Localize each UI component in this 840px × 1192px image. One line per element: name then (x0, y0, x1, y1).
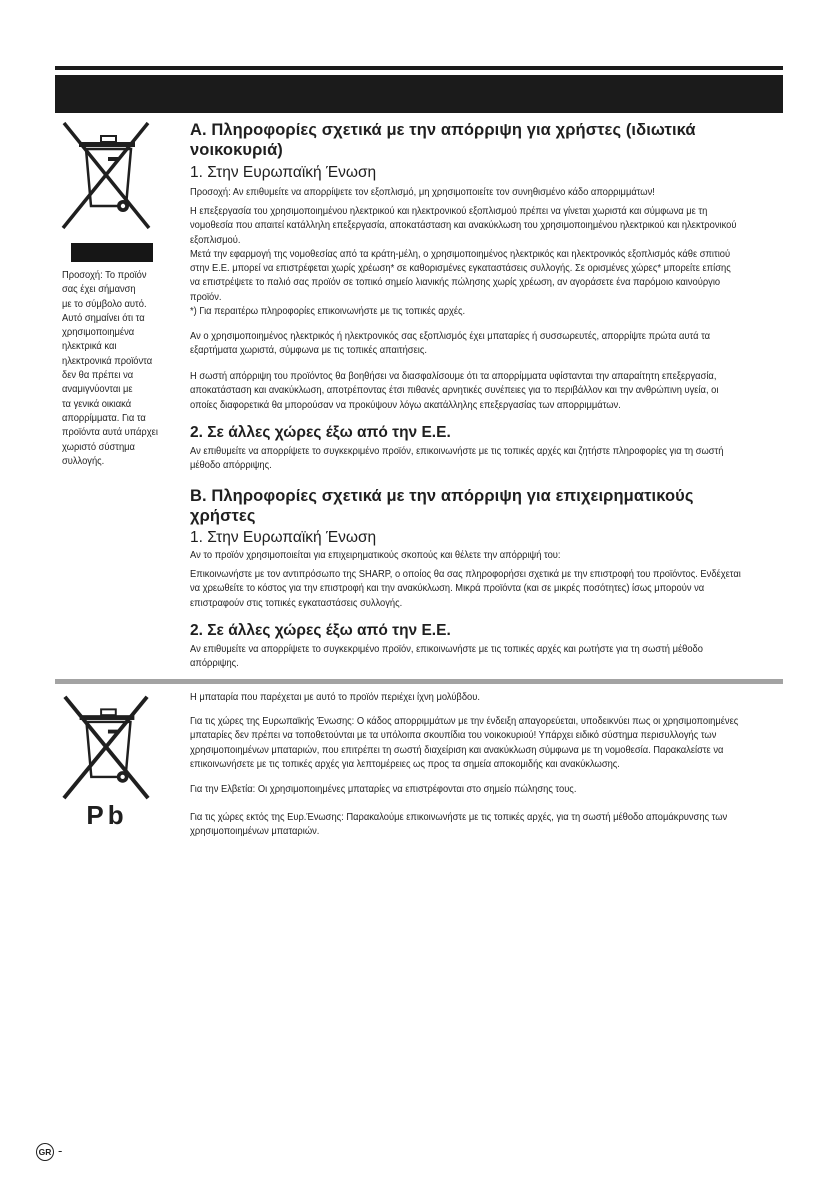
text-line: Αν ο χρησιμοποιημένος ηλεκτρικός ή ηλεκτρονικός σας εξοπλισμός έχει μπαταρίες ή συσσωρευτές, απορρίψτε πρώτα αυτά τα (190, 331, 711, 342)
paragraph (190, 715, 783, 772)
text-line: Η σωστή απόρριψη του προϊόντος θα βοηθήσει να διασφαλίσουμε ότι τα απορρίμματα υφίστανται την απαραίτητη επεξεργασία, (190, 371, 717, 382)
text-line: μπαταρίες δεν πρέπει να τοποθετούνται με τα υπόλοιπα σκουπίδια του νοικοκυριού! Υπάρχει ειδικό σύστημα περισυλλογής των (190, 730, 717, 742)
text-line: συλλογής. (62, 455, 105, 467)
paragraph (190, 205, 783, 319)
text-line: απορρίμματα. Για τα (62, 412, 146, 424)
text-line: Αυτό σημαίνει ότι τα (62, 312, 145, 324)
paragraph (190, 783, 783, 797)
text-line: Για τις χώρες της Ευρωπαϊκής Ένωσης: Ο κάδος απορριμμάτων με την ένδειξη απαγορεύεται, υποδεικνύει πως οι χρησιμοποιημένες (190, 716, 739, 727)
text-line: Μετά την εφαρμογή της νομοθεσίας από τα κράτη-μέλη, ο χρησιμοποιημένος ηλεκτρικός και ηλεκτρονικός εξοπλισμός κάθε σπιτιού (190, 248, 731, 260)
text-line: *) Για περαιτέρω πληροφορίες επικοινωνήστε με τις τοπικές αρχές. (190, 306, 466, 318)
page-number: - (58, 1143, 63, 1158)
crossed-out-wheelie-bin-pb-icon (61, 692, 151, 802)
text-line: Προσοχή: Αν επιθυμείτε να απορρίψετε τον εξοπλισμό, μη χρησιμοποιείτε τον συνηθισμένο κάδο απορριμμάτων! (190, 187, 655, 198)
text-line: Αν το προϊόν χρησιμοποιείται για επιχειρηματικούς σκοπούς και θέλετε την απόρριψή του: (190, 550, 561, 561)
section-a-title (190, 120, 783, 160)
text-line: επιστραφούν στις τοπικές εγκαταστάσεις συλλογής. (190, 597, 403, 609)
text-line: Η μπαταρία που παρέχεται με αυτό το προϊόν περιέχει ίχνη μολύβδου. (190, 692, 480, 703)
text-line: στην Ε.Ε. μπορεί να επιστρέφεται χωρίς χρέωση* σε καθορισμένες εγκαταστάσεις συλλογής. Σε ορισμένες χώρες* μπορείτε επίσης (190, 263, 731, 275)
paragraph (190, 549, 783, 563)
text-line: Για τις χώρες εκτός της Ευρ.Ένωσης: Παρακαλούμε επικοινωνήστε με τις τοπικές αρχές, για τη σωστή μέθοδο απομάκρυνσης των (190, 812, 728, 823)
text-line: προϊόντα αυτά υπάρχει (62, 427, 158, 439)
paragraph (190, 568, 783, 611)
text-line: χρησιμοποιημένων μπαταριών, που επιτρέπει τη σωστή διαχείριση και ανακύκλωση σύμφωνα με τη νομοθεσία. Παρακαλείστε να (190, 744, 724, 756)
paragraph (190, 330, 783, 359)
title-line: νοικοκυριά) (190, 141, 283, 159)
sidebar-note (62, 269, 162, 469)
date-label-bar (71, 243, 153, 262)
title-line: χρήστες (190, 507, 256, 525)
text-line: Αν επιθυμείτε να απορρίψετε το συγκεκριμένο προϊόν, επικοινωνήστε με τις τοπικές αρχές και ζητήστε πληροφορίες για τη σωστή (190, 446, 724, 457)
paragraph (190, 691, 783, 705)
text-line: εξαρτήματα χωριστά, σύμφωνα με τις τοπικές απαιτήσεις. (190, 345, 427, 357)
paragraph (190, 445, 783, 474)
text-line: χρησιμοποιημένα (62, 327, 135, 339)
section-a-non-eu-heading: 2. Σε άλλες χώρες έξω από την Ε.Ε. (190, 424, 451, 441)
text-line: οποίες διαφορετικά θα μπορούσαν να προκύψουν λόγω ακατάλληλης επεξεργασίας των απορριμμάτων. (190, 399, 621, 411)
text-line: προϊόν. (190, 291, 222, 303)
title-line: A. Πληροφορίες σχετικά με την απόρριψη για χρήστες (ιδιωτικά (190, 121, 696, 139)
text-line: με το σύμβολο αυτό. (62, 298, 147, 310)
crossed-out-wheelie-bin-icon (60, 118, 152, 232)
text-line: αναμιγνύονται με (62, 384, 133, 396)
text-line: αποκατάσταση και ανακύκλωση, αποτρέποντας έτσι πιθανές αρνητικές συνέπειες για το περιβάλλον και την ανθρώπινη υγεία, οι (190, 385, 719, 397)
text-line: επικοινωνήσετε με τις τοπικές αρχές για λεπτομέρειες ως προς τα σημεία αποκομιδής και ανακύκλωσης. (190, 758, 620, 770)
title-line: B. Πληροφορίες σχετικά με την απόρριψη για επιχειρηματικούς (190, 487, 694, 505)
text-line: να επιστρέψετε το παλιό σας προϊόν σε τοπικό σημείο λιανικής πώλησης χωρίς χρέωση, αν αγοράσετε ένα παρόμοιο καινούργιο (190, 277, 721, 289)
text-line: νομοθεσία που απαιτεί κατάλληλη επεξεργασία, αποκατάσταση και ανακύκλωση του χρησιμοποιημένου ηλεκτρικού και ηλεκτρονικού (190, 220, 737, 232)
language-badge-icon (36, 1143, 54, 1161)
text-line: Προσοχή: Το προϊόν (62, 270, 147, 281)
paragraph (190, 643, 783, 672)
section-b-title (190, 486, 783, 526)
text-line: χωριστό σύστημα (62, 441, 135, 453)
text-line: Η επεξεργασία του χρησιμοποιημένου ηλεκτρικού και ηλεκτρονικού εξοπλισμού πρέπει να γίνεται χωριστά και σύμφωνα με τη (190, 206, 708, 217)
text-line: δεν θα πρέπει να (62, 370, 134, 382)
language-code: GR (38, 1147, 52, 1157)
section-b-non-eu-heading: 2. Σε άλλες χώρες έξω από την Ε.Ε. (190, 622, 451, 639)
section-a-eu-heading: 1. Στην Ευρωπαϊκή Ένωση (190, 164, 377, 181)
paragraph (190, 186, 783, 200)
text-line: απόρριψης. (190, 658, 239, 670)
top-rule (55, 66, 783, 70)
text-line: σας έχει σήμανση (62, 284, 136, 296)
text-line: ηλεκτρικά και (62, 341, 117, 353)
section-divider (55, 679, 783, 684)
header-bar (55, 75, 783, 113)
text-line: Επικοινωνήστε με τον αντιπρόσωπο της SHARP, ο οποίος θα σας πληροφορήσει σχετικά με την επιστροφή του προϊόντος. Ενδέχεται (190, 569, 741, 580)
pb-symbol-label: Pb (86, 800, 128, 830)
text-line: Για την Ελβετία: Οι χρησιμοποιημένες μπαταρίες να επιστρέφονται στο σημείο πώλησης τους. (190, 784, 577, 795)
text-line: ηλεκτρονικά προϊόντα (62, 355, 153, 367)
text-line: εξοπλισμού. (190, 234, 241, 246)
text-line: να χρεωθείτε το κόστος για την επιστροφή και την ανακύκλωση. Μικρά προϊόντα (και σε μικρές ποσότητες) ίσως μπορούν να (190, 583, 705, 595)
paragraph (190, 370, 783, 413)
text-line: μέθοδο απόρριψης. (190, 460, 272, 472)
text-line: τα γενικά οικιακά (62, 398, 132, 410)
paragraph (190, 811, 783, 840)
text-line: χρησιμοποιημένων μπαταριών. (190, 826, 320, 838)
section-b-eu-heading: 1. Στην Ευρωπαϊκή Ένωση (190, 529, 377, 546)
text-line: Αν επιθυμείτε να απορρίψετε το συγκεκριμένο προϊόν, επικοινωνήστε με τις τοπικές αρχές και ρωτήστε για τη σωστή μέθοδο (190, 644, 703, 655)
